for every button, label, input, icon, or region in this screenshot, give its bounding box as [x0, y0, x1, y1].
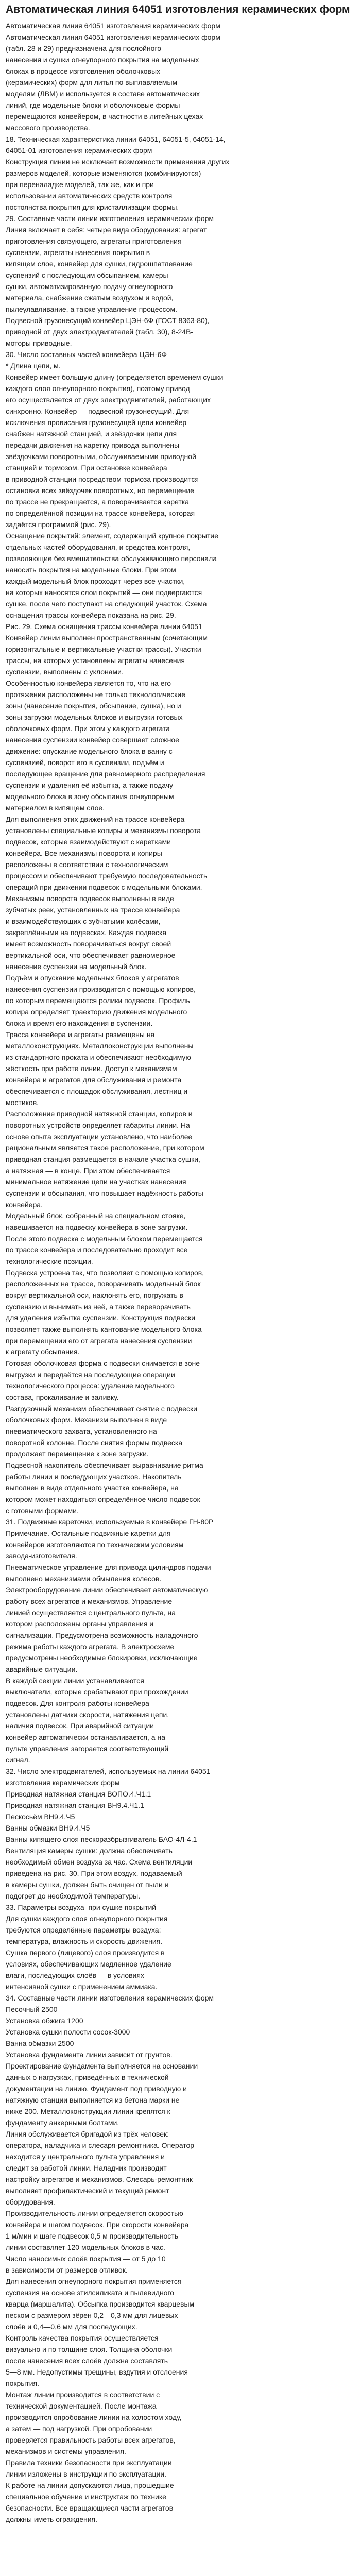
document-paragraph: Установка сушки полости сосок-3000	[6, 2028, 130, 2036]
document-paragraph: Для выполнения этих движений на трассе конвейера установлены специальные копиры и механизмы поворота подвесок, которые взаимодействуют с каретками конвейера. Все механизмы поворота и копиры расположены в соответствии с технологическим процессом и обеспечивают требуемую последовательность операций при движении подвесок с модельными блоками.	[6, 815, 208, 891]
document-paragraph: Конструкция линии не исключает возможности применения других размеров моделей, которые изменяются (комбинируются) при переналадке моделей, так же, как и при использовании автоматических средств контроля постоянства покрытия для кристаллизации формы.	[6, 158, 230, 211]
document-paragraph: Приводная натяжная станция ВН9.4.Ч1.1	[6, 1801, 144, 1809]
document-paragraph: 34. Составные части линии изготовления керамических форм	[6, 1994, 214, 2002]
document-paragraph: Пневматическое управление для привода цилиндров подачи выполнено механизмами обмыления колесов.	[6, 1563, 211, 1583]
document-paragraph: 33. Параметры воздуха при сушке покрытий	[6, 1903, 157, 1911]
document-paragraph: Пескосьём ВН9.4.Ч5	[6, 1812, 75, 1821]
document-paragraph: Подвесной накопитель обеспечивает выравнивание ритма работы линии и последующих участков. Накопитель выполнен в виде отдельного участка конвейера, на котором может находиться определённое число подвесок с готовыми формами.	[6, 1461, 203, 1515]
document-paragraph: Производительность линии определяется скоростью конвейера и шагом подвесок. При скорости конвейера 1 м/мин и шаге подвесок 0,5 м производительность линии составляет 120 модельных блоков в час. Число наносимых слоёв покрытия — от 5 до 10 в зависимости от размеров отливок.	[6, 2209, 189, 2274]
document-paragraph: 32. Число электродвигателей, используемых на линии 64051 изготовления керамических форм	[6, 1767, 211, 1787]
document-paragraph: Песочный 2500	[6, 2005, 58, 2013]
document-paragraph: Установка обжига 1200	[6, 2016, 83, 2025]
document-paragraph: Линия включает в себя: четыре вида оборудования: агрегат приготовления связующего, агрегаты приготовления суспензии, агрегаты нанесения покрытия в кипящем слое, конвейер для сушки, гидрошпатлевание суспензий с последующим обсыпанием, камеры сушки, автоматизированную подачу огнеупорного материала, снабжение сжатым воздухом и водой, пылеулавливание, а также управление процессом.	[6, 226, 207, 313]
document-paragraph: Трасса конвейера и агрегаты размещены на металлоконструкциях. Металлоконструкции выполнены из стандартного проката и обеспечивают необходимую жёсткость при работе линии. Доступ к механизмам конвейера и агрегатов для обслуживания и ремонта обеспечивается с площадок обслуживания, лестниц и мостиков.	[6, 1030, 194, 1107]
document-paragraph: Монтаж линии производится в соответствии с технической документацией. После монтажа производится опробование линии на холостом ходу, а затем — под нагрузкой. При опробовании проверяется правильность работы всех агрегатов, механизмов и системы управления.	[6, 2391, 182, 2455]
document-paragraph: 29. Составные части линии изготовления керамических форм	[6, 214, 214, 223]
document-paragraph: 31. Подвижные кареточки, используемые в конвейере ГН-80Р	[6, 1518, 214, 1526]
document-paragraph: 30. Число составных частей конвейера ЦЭН-6Ф	[6, 350, 167, 359]
document-paragraph: Оснащение покрытий: элемент, содержащий крупное покрытие отдельных частей оборудования, и средства контроля, позволяющие без вмешательства обслуживающего персонала наносить покрытия на модельные блоки. При этом каждый модельный блок проходит через все участки, на которых наносятся слои покрытий — они подвергаются сушке, после чего поступают на следующий участок. Схема оснащения трассы конвейера показана на рис. 29.	[6, 532, 218, 619]
document-paragraph: Разгрузочный механизм обеспечивает снятие с подвески оболочковых форм. Механизм выполнен в виде пневматического захвата, установленного на поворотной колонне. После снятия формы подвеска продолжает перемещение к зоне загрузки.	[6, 1404, 197, 1458]
document-paragraph: Особенностью конвейера является то, что на его протяжении расположены не только технологические зоны (нанесение покрытия, обсыпание, сушка), но и зоны загрузки модельных блоков и выгрузки готовых оболочковых форм. При этом у каждого агрегата нанесения суспензии конвейер совершает сложное движение: опускание модельного блока в ванну с суспензией, поворот его в суспензии, подъём и последующее вращение для равномерного распределения суспензии и удаления её избытка, а также подачу модельного блока в зону обсыпания огнеупорным материалом в кипящем слое.	[6, 679, 205, 812]
document-paragraph: Установка фундамента линии зависит от грунтов. Проектирование фундамента выполняется на основании данных о нагрузках, приведённых в технической документации на линию. Фундамент под приводную и натяжную станции выполняется из бетона марки не ниже 200. Металлоконструкции линии крепятся к фундаменту анкерными болтами.	[6, 2050, 198, 2127]
document-paragraph: Готовая оболочковая форма с подвески снимается в зоне выгрузки и передаётся на последующие операции технологического процесса: удаление модельного состава, прокаливание и заливку.	[6, 1359, 200, 1401]
document-body	[6, 20, 357, 2525]
document-paragraph: Конвейер линии выполнен пространственным (сочетающим горизонтальные и вертикальные участки трассы). Участки трассы, на которых установлены агрегаты нанесения суспензии, выполнены с уклонами.	[6, 634, 208, 676]
document-paragraph: Ванны обмазки ВН9.4.Ч5	[6, 1824, 90, 1832]
document-paragraph: Приводная натяжная станция ВОПО.4.Ч1.1	[6, 1790, 151, 1798]
document-paragraph: Конвейер имеет большую длину (определяется временем сушки каждого слоя огнеупорного покрытия), поэтому привод его осуществляется от двух электродвигателей, работающих синхронно. Конвейер — подвесной грузонесущий. Для исключения провисания грузонесущей цепи конвейер снабжен натяжной станцией, и звёздочки цепи для передачи движения на каретку привода выполнены звёздочками поворотными, обслуживаемыми приводной станцией и тормозом. При остановке конвейера в приводной станции посредством тормоза производится остановка всех звёздочек поворотных, но перемещение по трассе не прекращается, а поворачивается каретка по определённой позиции на трассе конвейера, которая задаётся программой (рис. 29).	[6, 373, 224, 529]
document-paragraph: Правила техники безопасности при эксплуатации линии изложены в инструкции по эксплуатации. К работе на линии допускаются лица, прошедшие специальное обучение и инструктаж по технике безопасности. Все вращающиеся части агрегатов должны иметь ограждения.	[6, 2459, 174, 2523]
document-paragraph: В каждой секции линии устанавливаются выключатели, которые срабатывают при прохождении подвесок. Для контроля работы конвейера установлены датчики скорости, натяжения цепи, наличия подвесок. При аварийной ситуации конвейер автоматически останавливается, а на пульте управления загорается соответствующий сигнал.	[6, 1676, 188, 1764]
document-paragraph: Вентиляция камеры сушки: должна обеспечивать необходимый обмен воздуха за час. Схема вентиляции приведена на рис. 30. При этом воздух, подаваемый в камеры сушки, должен быть очищен от пыли и подогрет до необходимой температуры.	[6, 1846, 193, 1900]
document-paragraph: Подвеска устроена так, что позволяет с помощью копиров, расположенных на трассе, поворачивать модельный блок вокруг вертикальной оси, наклонять его, погружать в суспензию и вынимать из неё, а также переворачивать для удаления избытка суспензии. Конструкция подвески позволяет также выполнять кантование модельного блока при перемещении его от агрегата нанесения суспензии к агрегату обсыпания.	[6, 1268, 204, 1356]
document-paragraph: Модельный блок, собранный на специальном стояке, навешивается на подвеску конвейера в зоне загрузки. После этого подвеска с модельным блоком перемещается по трассе конвейера и последовательно проходит все технологические позиции.	[6, 1212, 203, 1265]
document-paragraph: 18. Техническая характеристика линии 64051, 64051-5, 64051-14, 64051-01 изготовления керамических форм	[6, 135, 226, 155]
document-paragraph: Расположение приводной натяжной станции, копиров и поворотных устройств определяет габариты линии. На основе опыта эксплуатации установлено, что наиболее рациональным является такое расположение, при котором приводная станция размещается в начале участка сушки, а натяжная — в конце. При этом обеспечивается минимальное натяжение цепи на участках нанесения суспензии и обсыпания, что повышает надёжность работы конвейера.	[6, 1110, 204, 1209]
document-paragraph: Подвесной грузонесущий конвейер ЦЭН-6Ф (ГОСТ 8363-80), приводной от двух электродвигателей (табл. 30), 8-24В- моторы приводные.	[6, 316, 210, 347]
document-paragraph: Механизмы поворота подвесок выполнены в виде зубчатых реек, установленных на трассе конвейера и взаимодействующих с зубчатыми колёсами, закреплёнными на подвесках. Каждая подвеска имеет возможность поворачиваться вокруг своей вертикальной оси, что обеспечивает равномерное нанесение суспензии на модельный блок.	[6, 894, 180, 971]
document-paragraph: Для сушки каждого слоя огнеупорного покрытия требуются определённые параметры воздуха: температура, влажность и скорость движения. Сушка первого (лицевого) слоя производится в условиях, обеспечивающих медленное удаление влаги, последующих слоёв — в условиях интенсивной сушки с применением аммиака.	[6, 1914, 171, 1991]
document-paragraph: Для нанесения огнеупорного покрытия применяется суспензия на основе этилсиликата и пылевидного кварца (маршалита). Обсыпка производится кварцевым песком с размером зёрен 0,2—0,3 мм для лицевых слоёв и 0,4—0,6 мм для последующих.	[6, 2277, 195, 2331]
document-paragraph: Рис. 29. Схема оснащения трассы конвейера линии 64051	[6, 622, 202, 631]
document-paragraph: Электрооборудование линии обеспечивает автоматическую работу всех агрегатов и механизмов. Управление линией осуществляется с центрального пульта, на котором расположены органы управления и сигнализации. Предусмотрена возможность наладочного режима работы каждого агрегата. В электросхеме предусмотрены необходимые блокировки, исключающие аварийные ситуации.	[6, 1586, 208, 1673]
document-paragraph: Ванна обмазки 2500	[6, 2039, 74, 2047]
document-paragraph: Примечание. Остальные подвижные каретки для конвейеров изготовляются по техническим условиям завода-изготовителя.	[6, 1529, 184, 1560]
document-paragraph: Контроль качества покрытия осуществляется визуально и по толщине слоя. Толщина оболочки после нанесения всех слоёв должна составлять 5—8 мм. Недопустимы трещины, вздутия и отслоения покрытия.	[6, 2334, 188, 2387]
document-paragraph: Линия обслуживается бригадой из трёх человек: оператора, наладчика и слесаря-ремонтника. Оператор находится у центрального пульта управления и следит за работой линии. Наладчик производит настройку агрегатов и механизмов. Слесарь-ремонтник выполняет профилактический и текущий ремонт оборудования.	[6, 2130, 195, 2206]
document-paragraph: Ванны кипящего слоя пескоразбрызгиватель БАО-4Л-4.1	[6, 1835, 197, 1843]
document-paragraph: * Длина цепи, м.	[6, 362, 61, 370]
document-paragraph: Автоматическая линия 64051 изготовления керамических форм Автоматическая линия 64051 изготовления керамических форм (табл. 28 и 29) предназначена для послойного нанесения и сушки огнеупорного покрытия на модельных блоках в процессе изготовления оболочковых (керамических) форм для литья по выплавляемым моделям (ЛВМ) и используется в составе автоматических линий, где модельные блоки и оболочковые формы перемещаются конвейером, в частности в литейных цехах массового производства.	[6, 22, 220, 132]
document-paragraph: Подъём и опускание модельных блоков у агрегатов нанесения суспензии производится с помощью копиров, по которым перемещаются ролики подвесок. Профиль копира определяет траекторию движения модельного блока и время его нахождения в суспензии.	[6, 974, 196, 1027]
document-title: Автоматическая линия 64051 изготовления керамических форм	[6, 4, 350, 15]
